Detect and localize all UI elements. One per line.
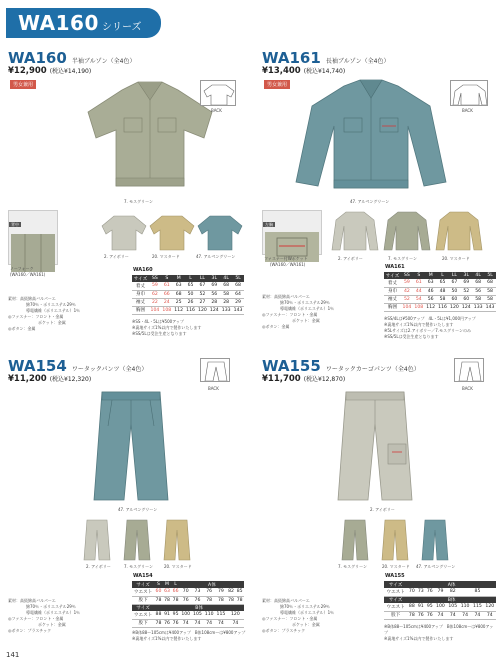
table-row: ウエスト 70 73 76 79 82 85: [384, 588, 496, 596]
wa160-main-jacket-image: [80, 78, 220, 196]
wa155-swatch-label: 20. マスタード: [382, 564, 410, 569]
wa154-swatch-label: 2. アイボリー: [86, 564, 111, 569]
wa155-table-title: WA155: [385, 573, 405, 579]
table-row: 袖丈 22 24 25 26 27 28 28 29: [132, 298, 244, 306]
product-code: WA155: [262, 357, 321, 375]
wa160-swatch-alpinegreen: [196, 212, 244, 252]
wa154-price: ¥11,200 (税込¥12,320): [8, 374, 92, 384]
wa161-swatch-label: 2. アイボリー: [338, 256, 363, 261]
wa154-back-view-icon: [200, 358, 230, 382]
table-row: 着丈 59 61 63 65 67 69 68 68: [384, 279, 496, 287]
wa161-swatch-mossgreen: [382, 208, 432, 254]
table-header-row: サイズ S M L A体: [132, 581, 244, 588]
product-name: 長袖ブルゾン（全4色）: [325, 58, 390, 65]
wa160-size-table: [132, 275, 244, 315]
wa155-swatch-alpinegreen: [420, 518, 450, 562]
product-name: 半袖ブルゾン（全4色）: [71, 58, 136, 65]
wa161-main-jacket-image: [290, 76, 450, 196]
wa160-swatch-mustard: [148, 212, 196, 252]
series-suffix: シリーズ: [102, 22, 142, 33]
wa154-swatch-mossgreen: [122, 518, 152, 562]
wa154-header: [8, 356, 147, 375]
table-row: ウエスト 88 91 95 100 105 110 115 120: [384, 603, 496, 611]
wa160-swatch-ivory: [100, 212, 148, 252]
unisex-badge: 男女兼用: [10, 80, 36, 89]
table-row: 身巾 62 66 68 50 52 56 58 64: [132, 290, 244, 298]
inset-tag: 背中: [11, 222, 19, 227]
table-row: 股下 78 78 78 76 76 78 78 78 78: [132, 596, 244, 604]
wa161-header: [262, 48, 389, 67]
wa155-header: [262, 356, 420, 375]
wa155-swatch-label: 47. アルペングリーン: [416, 564, 456, 569]
wa160-inset-caption: ノーフォーク: [10, 266, 34, 271]
table-row: 股下 78 76 76 74 74 74 74 74: [132, 619, 244, 627]
wa161-pocket-detail-inset: [262, 210, 322, 255]
wa154-swatch-label: 7. モスグリーン: [124, 564, 154, 569]
product-code: WA154: [8, 357, 67, 375]
wa161-swatch-label: 7. モスグリーン: [388, 256, 418, 261]
table-row: 袖丈 52 54 56 58 60 60 58 58: [384, 295, 496, 303]
wa155-back-label: BACK: [462, 386, 473, 391]
wa154-size-table: [132, 581, 244, 628]
wa154-main-pants-image: [86, 388, 176, 504]
wa155-size-table: [384, 581, 496, 620]
wa161-inset-caption: ファスナー付Wポケット: [264, 256, 308, 261]
wa160-price: ¥12,900 (税込¥14,190): [8, 66, 92, 76]
wa154-swatch-ivory: [82, 518, 112, 562]
product-code: WA161: [262, 49, 321, 67]
wa160-header: [8, 48, 135, 67]
wa160-back-view-icon: [200, 80, 236, 106]
wa161-swatch-ivory: [330, 208, 380, 254]
table-header-row: サイズ SS S M L LL 3L 4L 5L: [384, 272, 496, 279]
wa161-back-view-icon: [450, 80, 488, 106]
wa154-table-title: WA154: [133, 573, 153, 579]
table-header-row: サイズ SS S M L LL 3L 4L 5L: [132, 275, 244, 282]
table-row: 股下 78 76 76 74 74 74 74 74: [384, 611, 496, 619]
product-name: ワータックカーゴパンツ（全4色）: [325, 366, 420, 373]
wa161-price: ¥13,400 (税込¥14,740): [262, 66, 346, 76]
wa160-main-color-label: 7. モスグリーン: [124, 199, 154, 204]
wa154-material-notes: 素材：高級綿高バルパーエ 綿70％・ポリエステル29％ 導電繊維（ポリエステル）1％ ◎ファスナー：フロント・金属 ポケット：金属 ◎ボタン：プラスチック: [8, 598, 81, 633]
wa160-table-title: WA160: [133, 267, 153, 273]
series-header: [6, 8, 161, 38]
table-row: ウエスト 60 63 66 70 73 76 79 82 85: [133, 589, 243, 595]
wa160-swatch-label: 2. アイボリー: [104, 254, 129, 259]
product-code: WA160: [8, 49, 67, 67]
series-code: WA160: [18, 11, 99, 35]
wa161-swatch-label: 20. マスタード: [442, 256, 470, 261]
wa154-swatch-label: 20. マスタード: [164, 564, 192, 569]
wa161-material-notes: 素材：高級綿高バルパーエ 綿70％・ポリエステル29％ 導電繊維（ポリエステル）1％ ◎ファスナー：フロント・金属 ポケット：金属 ◎ボタン：金属: [262, 294, 335, 329]
wa160-swatch-label: 20. マスタード: [152, 254, 180, 259]
wa161-table-notes: ※SS/4Lは¥500アップ 4L・5Lは¥1,000円アップ ※裏地サイズ1%以内で製作いたします ※5Lサイズは2.アイボリー／7.モスグリーンのみ ※SS/5Lは受注生産となります: [384, 316, 476, 339]
wa160-inset-caption-sub: (WA160／WA161): [10, 272, 46, 277]
table-header-row: サイズ B体: [384, 596, 496, 603]
wa161-size-table: [384, 272, 496, 312]
wa155-swatch-label: 7. モスグリーン: [338, 564, 368, 569]
table-row: ウエスト 88 91 95 100 105 110 115 120: [132, 611, 244, 619]
wa161-main-color-label: 47. アルペングリーン: [350, 199, 390, 204]
wa155-main-color-label: 2. アイボリー: [370, 507, 395, 512]
wa155-material-notes: 素材：高級綿高バルパーエ 綿70％・ポリエステル29％ 導電繊維（ポリエステル）1％ ◎ファスナー：フロント・金属 ポケット：金属 ◎ボタン：プラスチック: [262, 598, 335, 633]
table-row: 身巾 42 44 46 48 50 52 56 58: [384, 287, 496, 295]
wa160-material-notes: 素材：高級綿高バルパーエ 綿70％・ポリエステル29％ 導電繊維（ポリエステル）1％ ◎ファスナー：フロント・金属 ポケット：金属 ◎ボタン：金属: [8, 296, 81, 331]
table-row: 胸囲 104 108 112 116 120 124 133 143: [132, 306, 244, 314]
wa160-back-label: BACK: [211, 108, 222, 113]
page-number: 141: [6, 651, 20, 659]
wa155-back-view-icon: [454, 358, 484, 382]
wa155-main-pants-image: [330, 388, 420, 504]
wa161-inset-caption-sub: (WA160／WA161): [270, 262, 306, 267]
wa154-main-color-label: 47. アルペングリーン: [118, 507, 158, 512]
product-name: ワータックパンツ（全4色）: [71, 366, 148, 373]
wa155-price: ¥11,700 (税込¥12,870): [262, 374, 346, 384]
wa161-table-title: WA161: [385, 264, 405, 270]
wa154-back-label: BACK: [208, 386, 219, 391]
table-row: 胸囲 104 108 112 116 120 124 133 143: [384, 303, 496, 311]
wa160-swatch-label: 47. アルペングリーン: [196, 254, 236, 259]
inset-tag: 左胸: [265, 222, 273, 227]
wa154-table-notes: ※B体88〜105cmは¥400アップ B体108cm〜は¥800アップ ※裏地サイズ1%以内で製作いたします: [132, 630, 246, 641]
wa155-table-notes: ※B体88〜105cmは¥400アップ B体108cm〜は¥800アップ ※裏地サイズ1%以内で製作いたします: [384, 624, 494, 641]
wa155-swatch-mossgreen: [340, 518, 370, 562]
wa155-swatch-mustard: [380, 518, 410, 562]
table-row: 着丈 59 61 63 65 67 69 68 68: [132, 282, 244, 290]
wa161-swatch-mustard: [434, 208, 484, 254]
wa160-table-notes: ※SS・4L・5Lは¥500アップ ※裏地サイズ1%以内で製作いたします ※SS/5Lは受注生産となります: [132, 319, 202, 336]
wa161-back-label: BACK: [462, 108, 473, 113]
wa160-back-detail-inset: [8, 210, 58, 265]
unisex-badge: 男女兼用: [264, 80, 290, 89]
table-header-row: サイズ B体: [132, 604, 244, 611]
table-header-row: サイズ A体: [384, 581, 496, 588]
wa154-swatch-mustard: [162, 518, 192, 562]
